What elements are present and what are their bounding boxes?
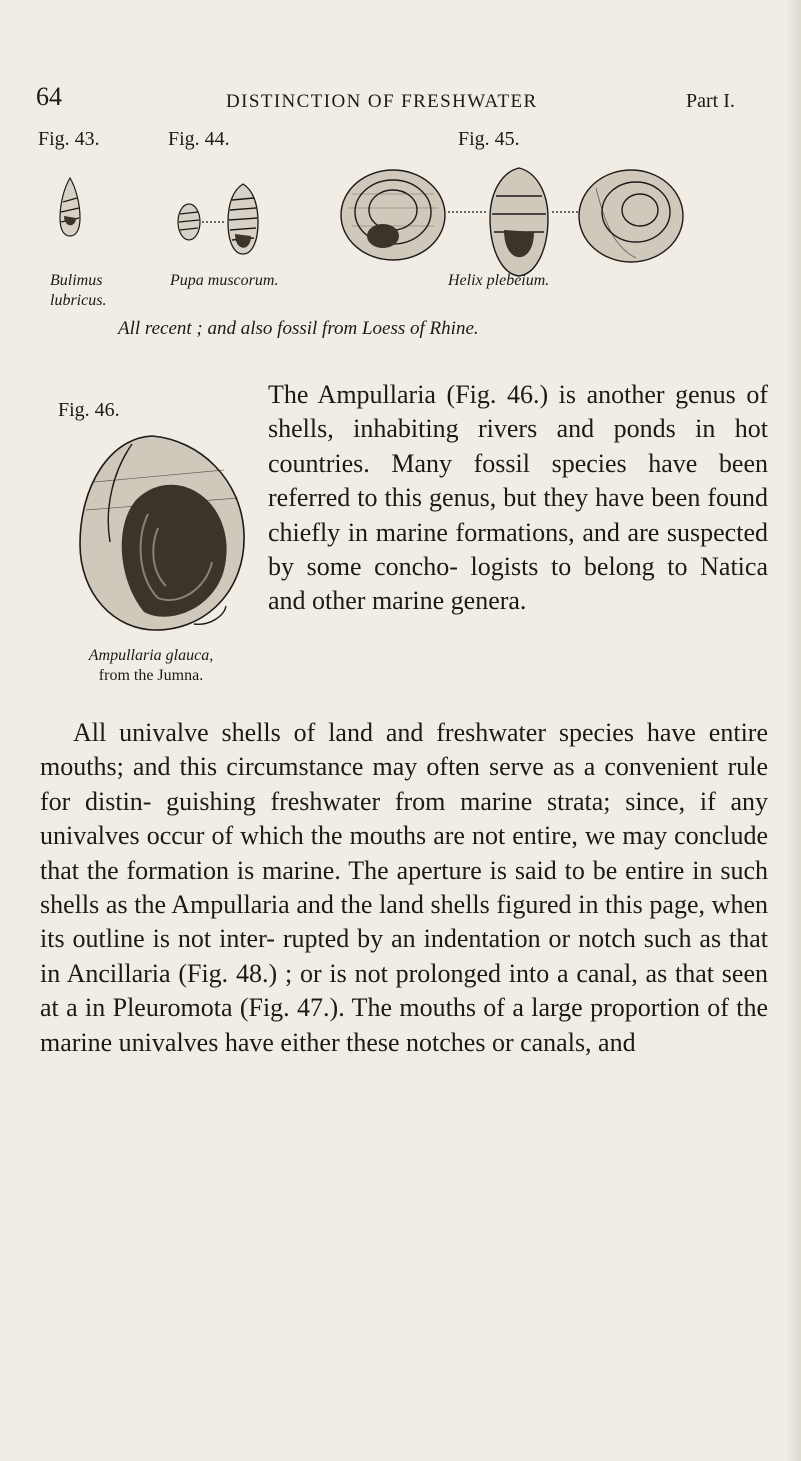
fig43-label: Fig. 43. [38, 128, 100, 150]
fig45-caption: Helix plebeium. [448, 272, 550, 289]
fig46-caption [40, 646, 262, 686]
helix-shell-front-illustration [338, 168, 448, 262]
fig44-label: Fig. 44. [168, 128, 230, 150]
helix-shell-top-illustration [576, 168, 686, 264]
helix-shell-side-illustration [486, 166, 552, 278]
fig44-caption: Pupa muscorum. [170, 272, 279, 289]
page-header [0, 0, 801, 60]
fig46-caption-locality: from the Jumna. [98, 667, 204, 684]
running-head: DISTINCTION OF FRESHWATER [226, 91, 538, 112]
fig46-block [40, 378, 262, 687]
pupa-shell-small-illustration [176, 200, 202, 242]
bulimus-shell-illustration [58, 176, 82, 238]
fig45-label: Fig. 45. [458, 128, 520, 150]
fig43-caption-line1: Bulimus [50, 272, 103, 289]
part-label: Part I. [686, 90, 735, 112]
figures-note: All recent ; and also fossil from Loess of Rhine. [118, 318, 479, 339]
page-edge-shadow [785, 0, 801, 1461]
helix-dotted-connector-right [552, 210, 578, 214]
paragraph-1-text: The Ampullaria (Fig. 46.) is another genus of shells, inhabiting rivers and ponds in hot countries. Many fossil species have been referred to this genus, but they have been found chiefly in marine formations, and are suspected by some concho- logists to belong to Natica and other marine genera. [268, 380, 768, 616]
fig46-caption-species: Ampullaria glauca, [88, 647, 214, 664]
page-number: 64 [36, 82, 62, 111]
helix-dotted-connector-left [448, 210, 486, 214]
paragraph-2: All univalve shells of land and freshwater species have entire mouths; and this circumstance may often serve as a convenient rule for distin- guishing freshwater from marine strata; since, if any univalves occur of which the mouths are not entire, we may conclude that the formation is marine. The aperture is said to be entire in such shells as the Ampullaria and the land shells figured in this page, when its outline is not inter- rupted by an indentation or notch such as that in Ancillaria (Fig. 48.) ; or is not prolonged into a canal, as that seen at a in Pleuromota (Fig. 47.). The mouths of a large proportion of the marine univalves have either these notches or canals, and [40, 718, 768, 1057]
fig46-label: Fig. 46. [58, 399, 120, 421]
fig43-caption-line2: lubricus. [50, 292, 107, 309]
pupa-shell-large-illustration [226, 182, 260, 256]
ampullaria-shell-illustration [74, 430, 250, 636]
pupa-dotted-connector [202, 220, 226, 224]
paragraph-1 [40, 378, 768, 687]
